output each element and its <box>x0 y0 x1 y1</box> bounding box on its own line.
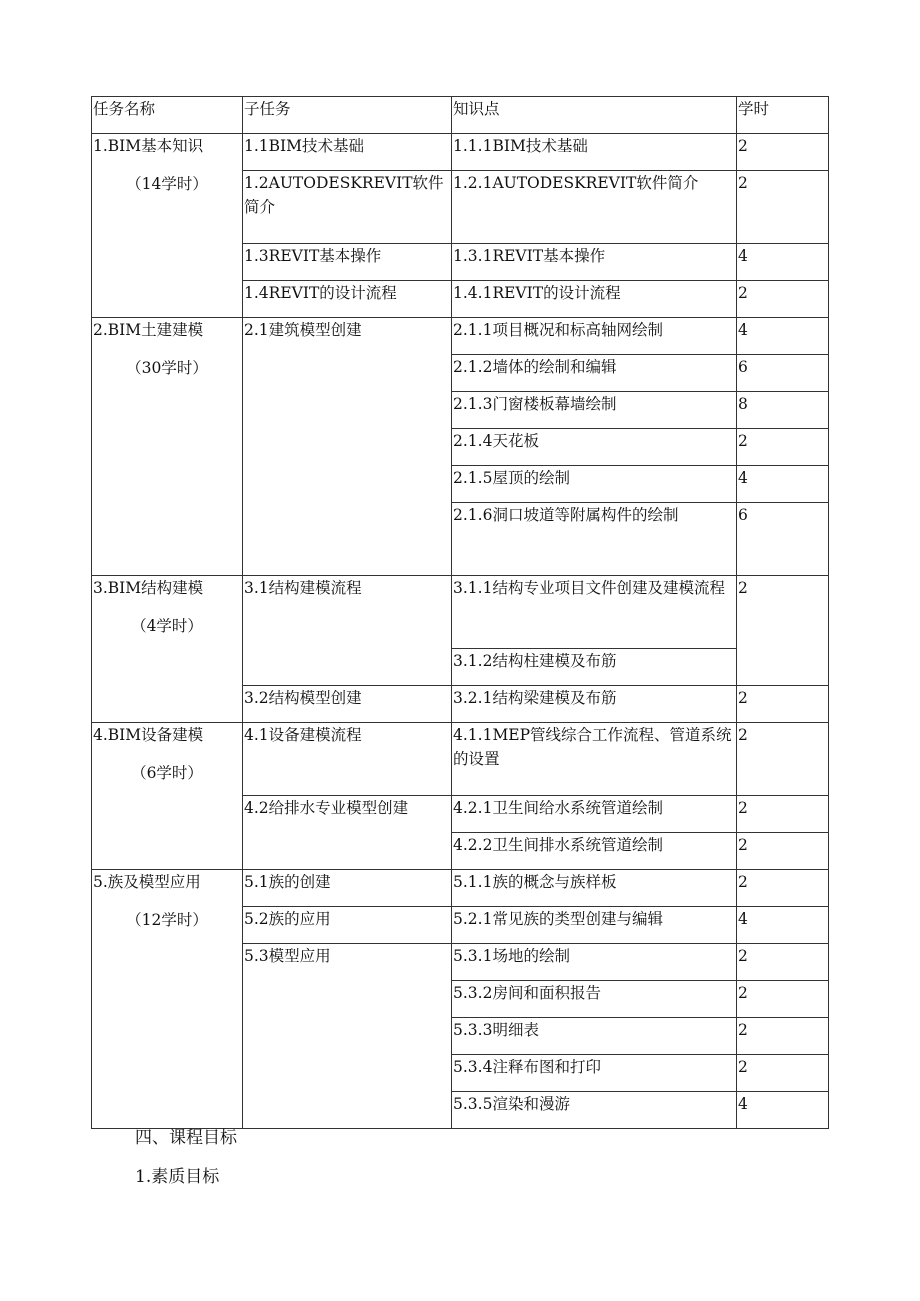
knowledge-cell: 2.1.2墙体的绘制和编辑 <box>452 355 737 392</box>
knowledge-cell: 5.1.1族的概念与族样板 <box>452 870 737 907</box>
task-name: 4.BIM设备建模 <box>93 726 204 744</box>
hours-cell: 2 <box>737 134 829 171</box>
header-task: 任务名称 <box>92 97 243 134</box>
hours-cell: 2 <box>737 1018 829 1055</box>
hours-cell: 4 <box>737 466 829 503</box>
hours-cell: 2 <box>737 171 829 244</box>
knowledge-cell: 2.1.6洞口坡道等附属构件的绘制 <box>452 503 737 576</box>
knowledge-cell: 3.2.1结构梁建模及布筋 <box>452 686 737 723</box>
task-cell <box>92 318 243 576</box>
table-row <box>92 723 829 796</box>
knowledge-cell: 5.3.3明细表 <box>452 1018 737 1055</box>
hours-cell: 2 <box>737 870 829 907</box>
subtask-cell: 5.3模型应用 <box>243 944 452 1129</box>
hours-cell: 2 <box>737 723 829 796</box>
hours-cell: 2 <box>737 429 829 466</box>
knowledge-cell: 5.3.5渲染和漫游 <box>452 1092 737 1129</box>
hours-cell: 2 <box>737 576 829 686</box>
hours-cell: 4 <box>737 1092 829 1129</box>
section-heading: 四、课程目标 <box>135 1128 237 1148</box>
table-row <box>92 870 829 907</box>
subtask-cell: 4.2给排水专业模型创建 <box>243 796 452 870</box>
knowledge-cell: 1.1.1BIM技术基础 <box>452 134 737 171</box>
task-hours: （6学时） <box>131 764 203 782</box>
hours-cell: 6 <box>737 355 829 392</box>
subtask-cell: 1.4REVIT的设计流程 <box>243 281 452 318</box>
table-row <box>92 134 829 171</box>
hours-cell: 4 <box>737 907 829 944</box>
hours-cell: 2 <box>737 281 829 318</box>
hours-cell: 6 <box>737 503 829 576</box>
knowledge-cell: 5.3.1场地的绘制 <box>452 944 737 981</box>
subtask-cell: 4.1设备建模流程 <box>243 723 452 796</box>
hours-cell: 2 <box>737 686 829 723</box>
task-cell <box>92 870 243 1129</box>
task-hours: （14学时） <box>126 175 208 193</box>
task-name: 3.BIM结构建模 <box>93 579 204 597</box>
hours-cell: 2 <box>737 1055 829 1092</box>
knowledge-cell: 3.1.2结构柱建模及布筋 <box>452 649 737 686</box>
hours-cell: 2 <box>737 944 829 981</box>
hours-cell: 2 <box>737 833 829 870</box>
task-hours: （30学时） <box>126 359 208 377</box>
task-name: 1.BIM基本知识 <box>93 137 204 155</box>
subtask-cell: 5.2族的应用 <box>243 907 452 944</box>
knowledge-cell: 4.1.1MEP管线综合工作流程、管道系统的设置 <box>452 723 737 796</box>
task-name: 2.BIM土建建模 <box>93 321 204 339</box>
knowledge-cell: 2.1.3门窗楼板幕墙绘制 <box>452 392 737 429</box>
header-hours: 学时 <box>737 97 829 134</box>
curriculum-table <box>91 96 829 1129</box>
knowledge-cell: 5.3.2房间和面积报告 <box>452 981 737 1018</box>
subtask-cell: 5.1族的创建 <box>243 870 452 907</box>
knowledge-cell: 4.2.2卫生间排水系统管道绘制 <box>452 833 737 870</box>
hours-cell: 2 <box>737 981 829 1018</box>
task-hours: （4学时） <box>131 617 203 635</box>
knowledge-cell: 2.1.4天花板 <box>452 429 737 466</box>
knowledge-cell: 5.3.4注释布图和打印 <box>452 1055 737 1092</box>
task-hours: （12学时） <box>126 911 208 929</box>
knowledge-cell: 2.1.5屋顶的绘制 <box>452 466 737 503</box>
hours-cell: 2 <box>737 796 829 833</box>
subtask-cell: 1.3REVIT基本操作 <box>243 244 452 281</box>
table-row <box>92 318 829 355</box>
knowledge-cell: 1.2.1AUTODESKREVIT软件简介 <box>452 171 737 244</box>
hours-cell: 8 <box>737 392 829 429</box>
header-subtask: 子任务 <box>243 97 452 134</box>
knowledge-cell: 1.4.1REVIT的设计流程 <box>452 281 737 318</box>
task-cell <box>92 134 243 318</box>
subtask-cell: 2.1建筑模型创建 <box>243 318 452 576</box>
hours-cell: 4 <box>737 318 829 355</box>
task-cell <box>92 723 243 870</box>
subsection-heading: 1.素质目标 <box>135 1167 220 1187</box>
subtask-cell: 1.1BIM技术基础 <box>243 134 452 171</box>
subtask-cell: 3.2结构模型创建 <box>243 686 452 723</box>
knowledge-cell: 1.3.1REVIT基本操作 <box>452 244 737 281</box>
task-name: 5.族及模型应用 <box>93 873 201 891</box>
hours-cell: 4 <box>737 244 829 281</box>
table-row <box>92 576 829 649</box>
knowledge-cell: 4.2.1卫生间给水系统管道绘制 <box>452 796 737 833</box>
knowledge-cell: 3.1.1结构专业项目文件创建及建模流程 <box>452 576 737 649</box>
knowledge-cell: 2.1.1项目概况和标高轴网绘制 <box>452 318 737 355</box>
subtask-cell: 3.1结构建模流程 <box>243 576 452 686</box>
header-knowledge: 知识点 <box>452 97 737 134</box>
subtask-cell: 1.2AUTODESKREVIT软件简介 <box>243 171 452 244</box>
task-cell <box>92 576 243 723</box>
header-row <box>92 97 829 134</box>
knowledge-cell: 5.2.1常见族的类型创建与编辑 <box>452 907 737 944</box>
